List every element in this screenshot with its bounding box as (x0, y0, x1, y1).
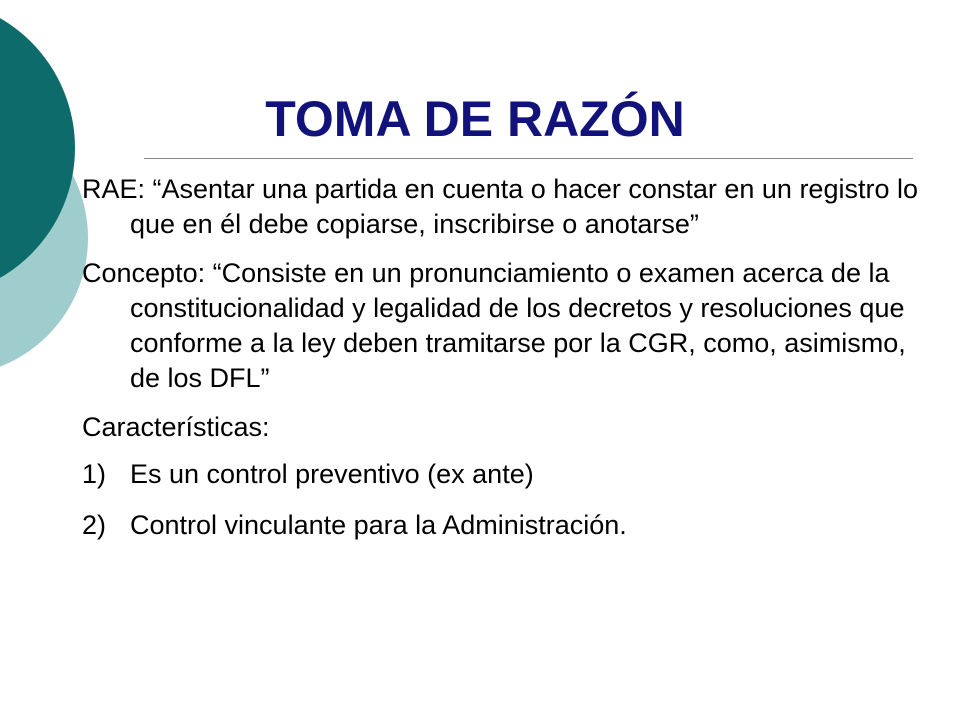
characteristics-label: Características: (82, 412, 270, 442)
title-underline (144, 158, 913, 159)
list-item-number: 1) (82, 459, 107, 489)
paragraph-rae-definition: RAE: “Asentar una partida en cuenta o hacer constar en un registro lo que en él debe copiarse, inscribirse o anotarse” (82, 174, 918, 239)
paragraph-concept: Concepto: “Consiste en un pronunciamiento o examen acerca de la constitucionalidad y legalidad de los decretos y resoluciones que conforme a la ley deben tramitarse por la CGR, como, asimismo, de los DFL” (82, 258, 906, 393)
list-item-text: Es un control preventivo (ex ante) (130, 459, 534, 489)
list-item (82, 508, 942, 543)
list-item-number: 2) (82, 510, 107, 540)
slide-title: TOMA DE RAZÓN (265, 91, 685, 147)
list-item (82, 457, 942, 492)
slide-body (82, 172, 942, 559)
list-item-text: Control vinculante para la Administración. (130, 510, 627, 540)
